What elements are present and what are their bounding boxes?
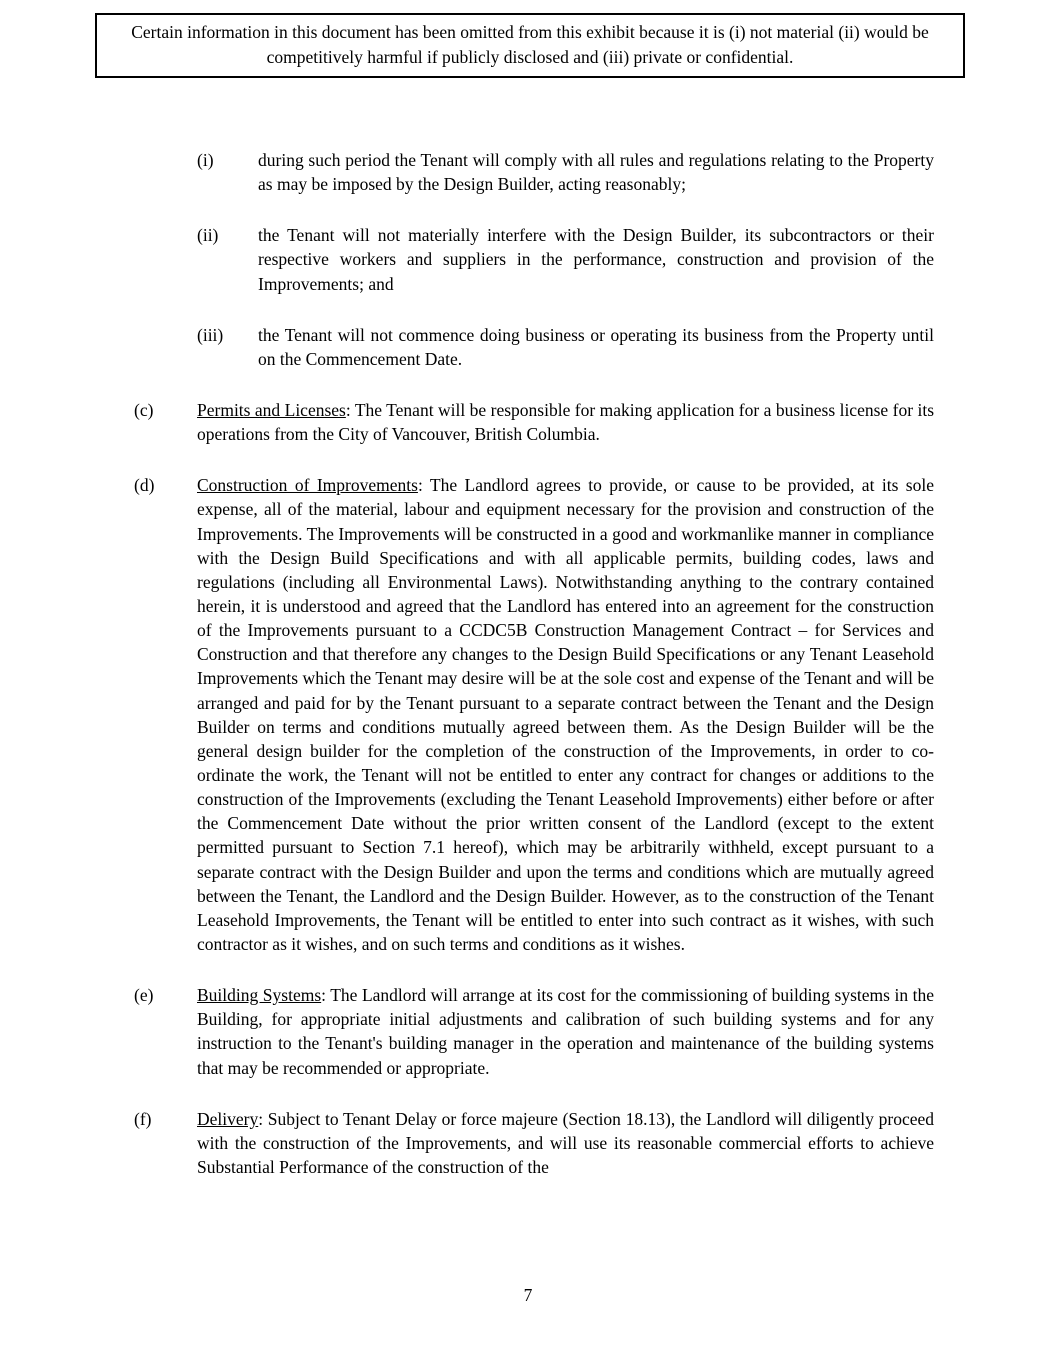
- clause-body-text: : The Landlord will arrange at its cost for the commissioning of building systems in the Building, for appropriate initial adjustments and calibration of such building systems and for any instruction to the Tenant's building manager in the operation and maintenance of the building systems that may be recommended or appropriate.: [197, 985, 935, 1078]
- sub-clause-text: the Tenant will not commence doing business or operating its business from the Property until on the Commencement Date.: [258, 324, 934, 369]
- clause-body-text: : The Landlord agrees to provide, or cause to be provided, at its sole expense, all of the material, labour and equipment necessary for the provision and construction of the Improvements. The Improvements will be constructed in a good and workmanlike manner in compliance with the Design Build Specifications and with all applicable permits, building codes, laws and regulations (including all Environmental Laws). Notwithstanding anything to the contrary contained herein, it is understood and agreed that the Landlord has entered into an agreement for the construction of the Improvements pursuant to a CCDC5B Construction Management Contract – for Services and Construction and that therefore any changes to the Design Build Specifications or any Tenant Leasehold Improvements which the Tenant may desire will be at the sole cost and expense of the Tenant and will be arranged and paid for by the Tenant pursuant to a separate contract between the Tenant and the Design Builder on terms and conditions mutually agreed between them. As the Design Builder will be the general design builder for the completion of the construction of the Improvements, in order to co-ordinate the work, the Tenant will not be entitled to enter any contract for changes or additions to the construction of the Improvements (excluding the Tenant Leasehold Improvements) either before or after the Commencement Date without the prior written consent of the Landlord (except to the extent permitted pursuant to Section 7.1 hereof), which may be arbitrarily withheld, except pursuant to a separate contract with the Design Builder and upon the terms and conditions which are mutually agreed between the Tenant, the Landlord and the Design Builder. However, as to the construction of the Tenant Leasehold Improvements, the Tenant will be entitled to enter into such contract as it wishes, with such contractor as it wishes, and on such terms and conditions as it wishes.: [197, 475, 935, 954]
- clause-text: [197, 1107, 934, 1179]
- sub-clause-text: the Tenant will not materially interfere with the Design Builder, its subcontractors or their respective workers and suppliers in the performance, construction and provision of the Improvements; and: [258, 225, 934, 294]
- clause-label: (c): [134, 399, 154, 420]
- clause-heading: Delivery: [197, 1108, 259, 1129]
- clause-heading: Permits and Licenses: [197, 399, 346, 420]
- confidentiality-notice-text: Certain information in this document has been omitted from this exhibit because it is (i) not material (ii) would be competitively harmful if publicly disclosed and (iii) private or confidential.: [131, 22, 929, 67]
- clause-body-text: : Subject to Tenant Delay or force majeure (Section 18.13), the Landlord will diligently proceed with the construction of the Improvements, and will use its reasonable commercial efforts to achieve Substantial Performance of the construction of the: [197, 1108, 934, 1177]
- sub-clause-label: (iii): [197, 324, 224, 345]
- sub-clause-label: (ii): [197, 225, 219, 246]
- sub-clause-label: (i): [197, 150, 214, 170]
- clause-body-text: : The Tenant will be responsible for making application for a business license for its operations from the City of Vancouver, British Columbia.: [197, 399, 934, 445]
- sub-clause-iii: [134, 323, 934, 371]
- document-body: [134, 148, 934, 1206]
- sub-clause-i: [134, 148, 934, 196]
- page-number: 7: [523, 1284, 533, 1305]
- clause-f-delivery: [134, 1107, 934, 1179]
- clause-text: [197, 398, 934, 446]
- clause-d-construction-of-improvements: [134, 473, 934, 956]
- clause-c-permits-and-licenses: [134, 398, 934, 446]
- clause-heading: Building Systems: [197, 985, 322, 1006]
- clause-e-building-systems: [134, 983, 934, 1080]
- confidentiality-notice: [95, 13, 965, 78]
- sub-clause-ii: [134, 223, 934, 295]
- clause-heading: Construction of Improvements: [197, 475, 418, 496]
- clause-label: (f): [134, 1108, 152, 1129]
- sub-clause-text: during such period the Tenant will comply with all rules and regulations relating to the Property as may be imposed by the Design Builder, acting reasonably;: [258, 150, 934, 195]
- clause-text: [197, 473, 934, 956]
- clause-label: (d): [134, 475, 155, 496]
- clause-label: (e): [134, 985, 154, 1006]
- clause-text: [197, 983, 934, 1080]
